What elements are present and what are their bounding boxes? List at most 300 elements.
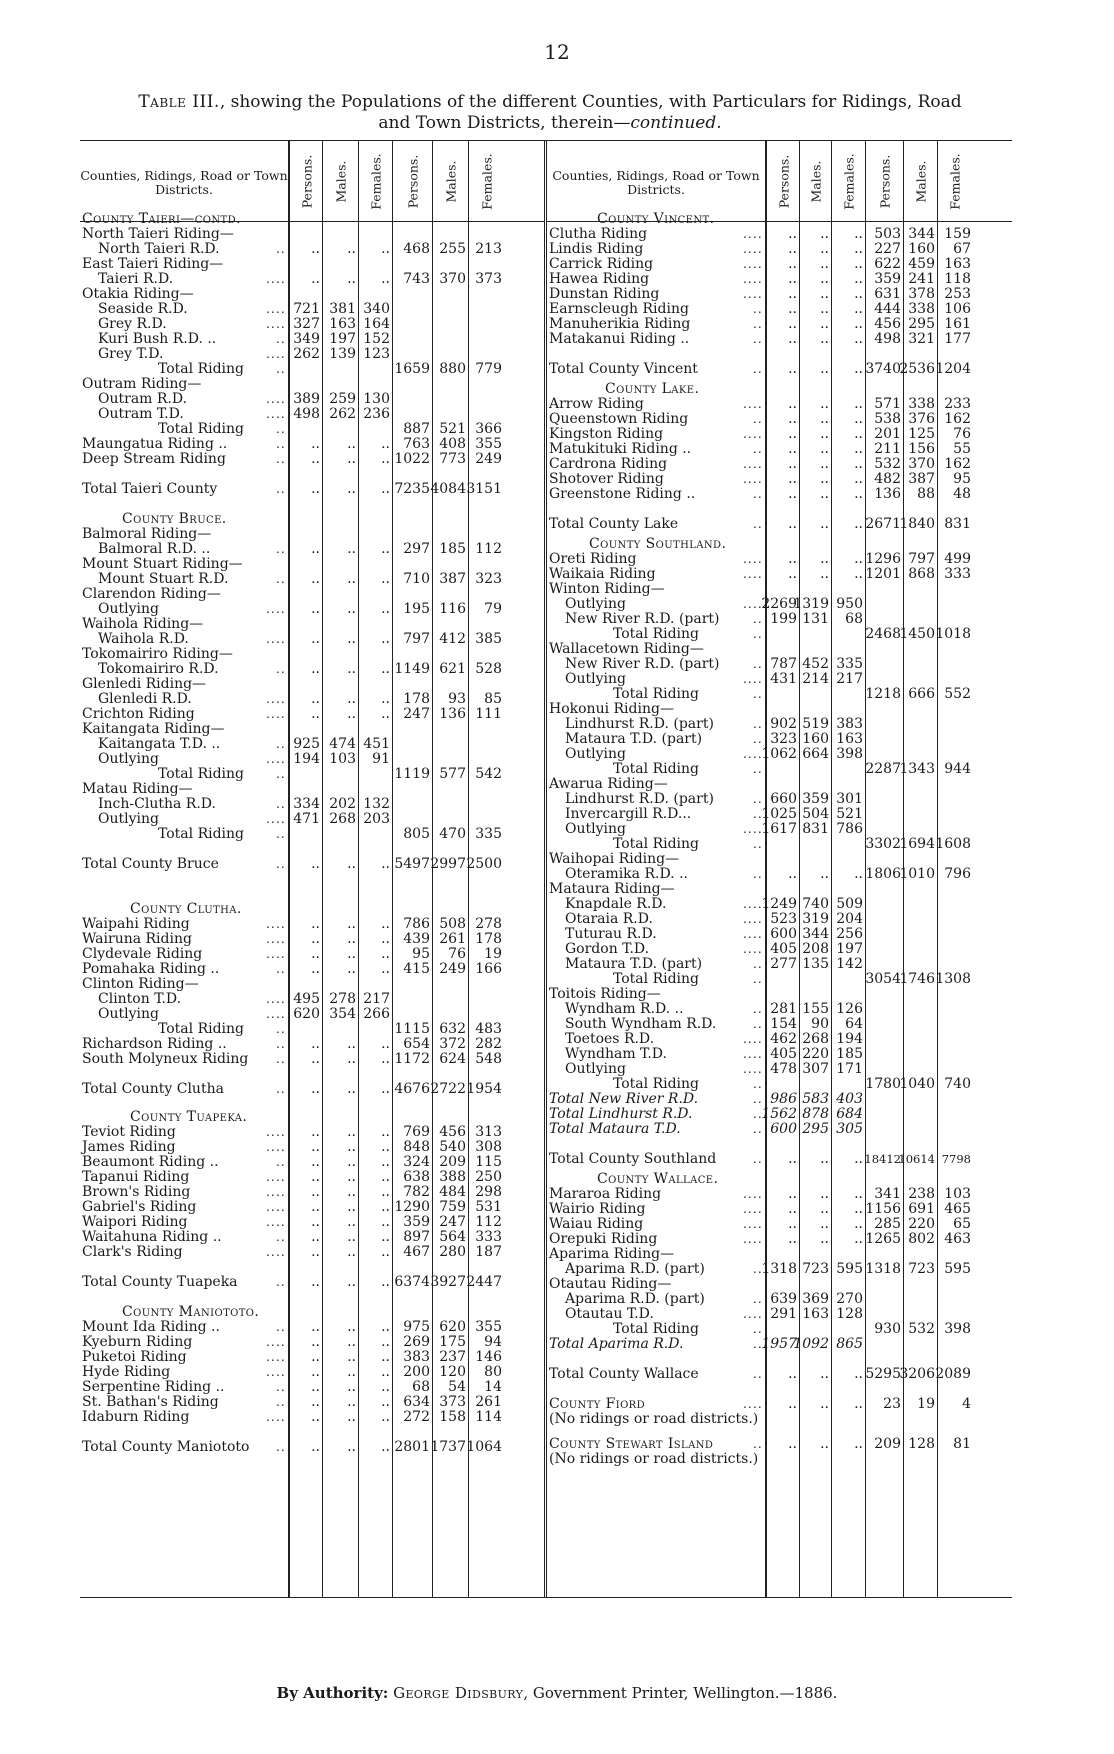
cell-value: 1806 [865,866,901,882]
cell-value: 531 [475,1199,502,1215]
table-row [80,331,544,347]
leader-dots: .. [743,927,753,941]
row-label: Waipahi Riding [82,916,190,932]
cell-value: 160 [802,731,829,747]
page-number: 12 [544,40,570,64]
leader-dots: .. [753,227,763,241]
cell-value: 3206 [899,1366,935,1382]
cell-value: 412 [439,631,466,647]
cell-value: 338 [908,301,935,317]
row-label: Toetoes R.D. [565,1031,655,1047]
row-label: Outram Riding— [82,376,202,392]
cell-value: 112 [475,1214,502,1230]
leader-dots: .. [753,397,763,411]
cell-value: 132 [363,796,390,812]
table-row [547,256,1012,272]
table-row [547,1016,1012,1032]
leader-dots: .. [266,1335,276,1349]
table-row [547,746,1012,762]
leader-dots: .. [753,672,763,686]
cell-value: 571 [874,396,901,412]
cell-value: .. [854,316,863,332]
row-label: Awarua Riding— [549,776,668,792]
cell-value: .. [347,1394,356,1410]
cell-value: .. [311,601,320,617]
cell-value: .. [381,481,390,497]
leader-dots: .. [753,657,763,671]
table-row [80,571,544,587]
header-females-2: Females. [468,141,505,221]
leader-dots: .. [753,1337,763,1351]
table-row [80,1244,544,1260]
leader-dots: .. [753,552,763,566]
footer-authority: By Authority: [276,1684,389,1702]
cell-value: 354 [329,1006,356,1022]
cell-value: 370 [439,271,466,287]
leader-dots: .. [753,317,763,331]
cell-value: 4 [962,1396,971,1412]
cell-value: .. [788,456,797,472]
leader-dots: .. [276,602,286,616]
cell-value: 786 [403,916,430,932]
cell-value: 163 [836,731,863,747]
leader-dots: .. [753,747,763,761]
row-label: Total Riding [613,626,700,642]
cell-value: .. [854,441,863,457]
cell-value: 85 [484,691,502,707]
table-row [547,241,1012,257]
cell-value: .. [311,1184,320,1200]
cell-value: .. [820,1366,829,1382]
cell-value: .. [381,1319,390,1335]
cell-value: 185 [836,1046,863,1062]
row-label: Total County Lake [549,516,679,532]
cell-value: .. [788,226,797,242]
table-row [547,1246,1012,1262]
title-line-1: , showing the Populations of the different Counties, with Particulars for Ridings, Road [219,92,962,112]
leader-dots: .. [266,917,276,931]
cell-value: .. [311,931,320,947]
table-row [547,701,1012,717]
cell-value: .. [854,396,863,412]
row-label: Lindis Riding [549,241,644,257]
cell-value: 620 [439,1319,466,1335]
row-label: Total County Bruce [82,856,219,872]
cell-value: .. [347,1081,356,1097]
table-row [80,1274,544,1290]
leader-dots: .. [753,957,763,971]
cell-value: .. [820,866,829,882]
leader-dots: .. [276,1335,286,1349]
leader-dots: .. [753,1122,763,1136]
cell-value: .. [311,241,320,257]
cell-value: .. [788,1201,797,1217]
leader-dots: .. [753,242,763,256]
cell-value: .. [311,631,320,647]
cell-value: 3740 [865,361,901,377]
cell-value: .. [381,1334,390,1350]
table-row [547,566,1012,582]
cell-value: 295 [802,1121,829,1137]
cell-value: 2722 [430,1081,466,1097]
table-row [547,941,1012,957]
table-row [80,301,544,317]
cell-value: 523 [770,911,797,927]
cell-value: 209 [439,1154,466,1170]
cell-value: 236 [363,406,390,422]
table-row [547,226,1012,242]
table-row [547,1001,1012,1017]
cell-value: .. [820,486,829,502]
row-label: Total Riding [158,1021,245,1037]
cell-value: .. [311,706,320,722]
cell-value: 624 [439,1051,466,1067]
cell-value: 405 [770,941,797,957]
table-row [80,811,544,827]
row-label: Aparima Riding— [549,1246,675,1262]
table-row [547,866,1012,882]
row-label: Tuturau R.D. [565,926,657,942]
leader-dots: .. [753,792,763,806]
table-row [547,316,1012,332]
cell-value: .. [820,286,829,302]
cell-value: 467 [403,1244,430,1260]
cell-value: 5295 [865,1366,901,1382]
row-label: Serpentine Riding .. [82,1379,225,1395]
row-label: Dunstan Riding [549,286,660,302]
cell-value: 48 [953,486,971,502]
cell-value: 528 [475,661,502,677]
leader-dots: .. [276,1082,286,1096]
cell-value: 1201 [865,566,901,582]
table-row [547,791,1012,807]
cell-value: 359 [802,791,829,807]
cell-value: 1010 [899,866,935,882]
cell-value: 123 [363,346,390,362]
leader-dots: .. [753,472,763,486]
table-row [80,796,544,812]
cell-value: .. [854,566,863,582]
cell-value: .. [788,516,797,532]
cell-value: 65 [953,1216,971,1232]
table-row [547,536,1012,552]
leader-dots: .. [276,1125,286,1139]
cell-value: 666 [908,686,935,702]
cell-value: 241 [908,271,935,287]
table-row [547,1276,1012,1292]
leader-dots: .. [266,1365,276,1379]
row-label: County Clutha. [130,901,242,917]
header-males-2: Males. [432,141,469,221]
cell-value: 220 [802,1046,829,1062]
cell-value: 204 [836,911,863,927]
cell-value: .. [311,1349,320,1365]
table-row [80,1081,544,1097]
leader-dots: .. [753,517,763,531]
cell-value: 723 [908,1261,935,1277]
leader-dots: .. [743,1062,753,1076]
cell-value: 383 [836,716,863,732]
cell-value: .. [381,1379,390,1395]
cell-value: .. [381,706,390,722]
cell-value: 660 [770,791,797,807]
leader-dots: .. [753,972,763,986]
cell-value: .. [381,631,390,647]
row-label: Lindhurst R.D. (part) [565,716,714,732]
cell-value: .. [381,601,390,617]
cell-value: 333 [475,1229,502,1245]
leader-dots: .. [743,242,753,256]
cell-value: 366 [475,421,502,437]
leader-dots: .. [266,407,276,421]
leader-dots: .. [276,422,286,436]
table-row [547,1306,1012,1322]
table-row [80,541,544,557]
row-label: Mount Ida Riding .. [82,1319,220,1335]
cell-value: .. [347,1214,356,1230]
cell-value: .. [311,1364,320,1380]
row-label: Beaumont Riding .. [82,1154,219,1170]
leader-dots: .. [743,1047,753,1061]
cell-value: 1957 [761,1336,797,1352]
cell-value: 462 [770,1031,797,1047]
leader-dots: .. [266,1170,276,1184]
table-row [80,856,544,872]
table-row [547,1091,1012,1107]
cell-value: 405 [770,1046,797,1062]
leader-dots: .. [753,412,763,426]
table-row [80,1364,544,1380]
row-label: Clydevale Riding [82,946,203,962]
leader-dots: .. [753,1092,763,1106]
cell-value: 538 [874,411,901,427]
leader-dots: .. [753,912,763,926]
cell-value: .. [820,226,829,242]
cell-value: 743 [403,271,430,287]
row-label: Earnscleugh Riding [549,301,689,317]
cell-value: .. [347,1439,356,1455]
cell-value: .. [788,331,797,347]
table-title [70,92,1030,134]
cell-value: .. [347,1154,356,1170]
cell-value: .. [311,1081,320,1097]
cell-value: 298 [475,1184,502,1200]
leader-dots: .. [266,602,276,616]
leader-dots: .. [266,947,276,961]
cell-value: 740 [944,1076,971,1092]
leader-dots: .. [276,302,286,316]
cell-value: 1746 [899,971,935,987]
row-label: Mataura Riding— [549,881,675,897]
leader-dots: .. [276,827,286,841]
leader-dots: .. [753,332,763,346]
cell-value: 18412 [864,1152,901,1166]
table-row [547,551,1012,567]
cell-value: 203 [363,811,390,827]
cell-value: 478 [770,1061,797,1077]
table-row [547,581,1012,597]
leader-dots: .. [276,332,286,346]
table-row [80,211,544,227]
cell-value: 465 [944,1201,971,1217]
cell-value: 1204 [935,361,971,377]
cell-value: .. [854,516,863,532]
cell-value: 164 [363,316,390,332]
cell-value: 247 [403,706,430,722]
row-label: Total County Maniototo [82,1439,250,1455]
cell-value: 583 [802,1091,829,1107]
cell-value: 691 [908,1201,935,1217]
cell-value: 106 [944,301,971,317]
table-row [80,1051,544,1067]
cell-value: .. [347,1169,356,1185]
cell-value: 116 [439,601,466,617]
cell-value: .. [381,1409,390,1425]
cell-value: 495 [293,991,320,1007]
cell-value: .. [381,1199,390,1215]
row-label: Clarendon Riding— [82,586,221,602]
cell-value: 166 [475,961,502,977]
leader-dots: .. [743,912,753,926]
leader-dots: .. [753,1017,763,1031]
cell-value: .. [311,436,320,452]
cell-value: 118 [944,271,971,287]
cell-value: 131 [802,611,829,627]
cell-value: .. [820,426,829,442]
cell-value: 126 [836,1001,863,1017]
table-row [547,1171,1012,1187]
cell-value: 521 [836,806,863,822]
cell-value: 333 [944,566,971,582]
cell-value: 2089 [935,1366,971,1382]
cell-value: 217 [836,671,863,687]
cell-value: 158 [439,1409,466,1425]
table-row [80,961,544,977]
row-label: County Bruce. [122,511,227,527]
row-label: Matau Riding— [82,781,193,797]
cell-value: .. [311,1139,320,1155]
row-label: Mount Stuart R.D. [98,571,229,587]
cell-value: 285 [874,1216,901,1232]
cell-value: 319 [802,911,829,927]
table-row [547,596,1012,612]
cell-value: 2801 [394,1439,430,1455]
row-label: Total Riding [613,971,700,987]
table-row [80,256,544,272]
row-label: Aparima R.D. (part) [565,1261,705,1277]
row-label: Outlying [565,1061,626,1077]
cell-value: 620 [293,1006,320,1022]
cell-value: 269 [403,1334,430,1350]
cell-value: 370 [908,456,935,472]
leader-dots: .. [276,347,286,361]
cell-value: 159 [944,226,971,242]
table-row [547,426,1012,442]
header-persons-2: Persons. [392,141,433,221]
cell-value: .. [820,516,829,532]
row-label: Balmoral R.D. .. [98,541,211,557]
cell-value: 897 [403,1229,430,1245]
row-label: New River R.D. (part) [565,611,720,627]
cell-value: 261 [475,1394,502,1410]
cell-value: .. [311,481,320,497]
row-label: County Lake. [605,381,700,397]
table-row [80,376,544,392]
leader-dots: .. [753,442,763,456]
cell-value: 372 [439,1036,466,1052]
cell-value: 595 [944,1261,971,1277]
row-label: Outlying [98,751,159,767]
cell-value: 268 [329,811,356,827]
cell-value: .. [381,1274,390,1290]
cell-value: 1149 [394,661,430,677]
cell-value: .. [347,271,356,287]
cell-value: .. [311,1199,320,1215]
table-row [80,766,544,782]
title-line-2: and Town Districts, therein— [378,113,631,133]
cell-value: 79 [484,601,502,617]
cell-value: .. [788,411,797,427]
cell-value: .. [347,571,356,587]
cell-value: .. [347,1274,356,1290]
leader-dots: .. [276,962,286,976]
cell-value: .. [311,1394,320,1410]
cell-value: .. [788,1186,797,1202]
cell-value: .. [820,301,829,317]
row-label: Cardrona Riding [549,456,668,472]
leader-dots: .. [743,747,753,761]
cell-value: 498 [293,406,320,422]
cell-value: 238 [908,1186,935,1202]
cell-value: .. [381,1439,390,1455]
table-row [547,396,1012,412]
cell-value: 797 [403,631,430,647]
table-row [547,626,1012,642]
cell-value: .. [820,1186,829,1202]
cell-value: 600 [770,926,797,942]
cell-value: 540 [439,1139,466,1155]
cell-value: 90 [811,1016,829,1032]
leader-dots: .. [266,992,276,1006]
leader-dots: .. [753,1062,763,1076]
leader-dots: .. [276,1365,286,1379]
leader-dots: .. [276,317,286,331]
cell-value: 327 [293,316,320,332]
cell-value: 542 [475,766,502,782]
leader-dots: .. [743,1217,753,1231]
leader-dots: .. [276,1410,286,1424]
cell-value: .. [820,1216,829,1232]
cell-value: 359 [403,1214,430,1230]
leader-dots: .. [753,427,763,441]
header-males-3: Males. [799,141,832,221]
cell-value: 142 [836,956,863,972]
cell-value: 278 [329,991,356,1007]
cell-value: .. [381,661,390,677]
cell-value: .. [347,1229,356,1245]
cell-value: .. [311,961,320,977]
cell-value: .. [347,1036,356,1052]
leader-dots: .. [266,932,276,946]
cell-value: .. [854,1366,863,1382]
row-label: South Molyneux Riding [82,1051,249,1067]
cell-value: 95 [953,471,971,487]
cell-value: 162 [944,456,971,472]
table-row [547,671,1012,687]
cell-value: 323 [770,731,797,747]
leader-dots: .. [276,737,286,751]
row-label: Toitois Riding— [549,986,661,1002]
